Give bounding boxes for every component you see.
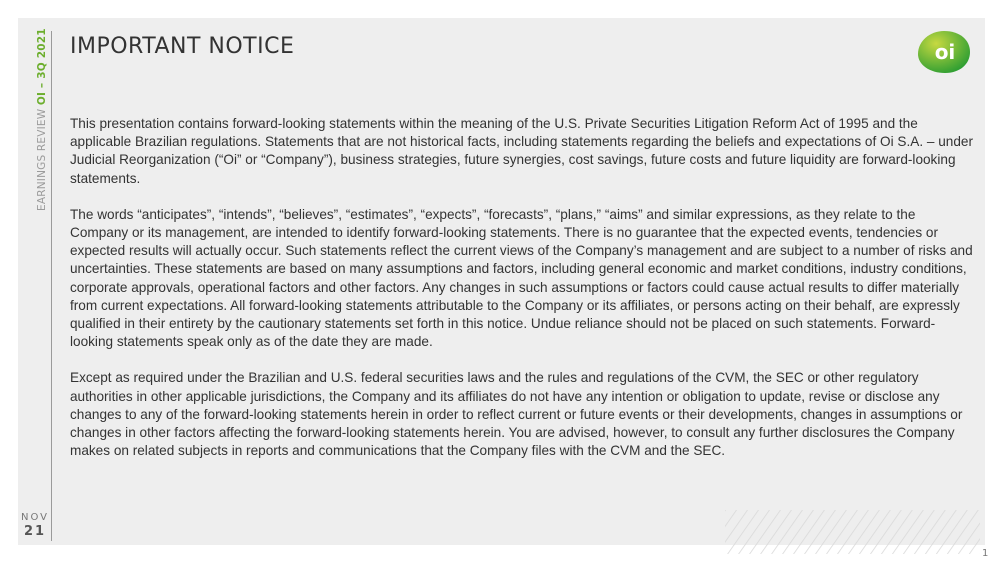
- date-block: [18, 511, 52, 539]
- notice-paragraph: This presentation contains forward-looking statements within the meaning of the U.S. Private Securities Litigation Reform Act of 1995 and the applicable Brazilian regulations. Statements that are not historical facts, including statements regarding the beliefs and expectations of Oi S.A. – under Judicial Reorganization (“Oi” or “Company”), business strategies, future synergies, cost savings, future costs and future liquidity are forward-looking statements.: [70, 116, 973, 186]
- oi-logo: [916, 28, 972, 76]
- notice-paragraph: Except as required under the Brazilian and U.S. federal securities laws and the rules and regulations of the CVM, the SEC or other regulatory authorities in other applicable jurisdictions, the Company and its affiliates do not have any intention or obligation to update, revise or disclose any changes to any of the forward-looking statements herein in order to reflect current or future events or their developments, changes in assumptions or changes in other factors affecting the forward-looking statements herein. You are advised, however, to consult any further disclosures the Company makes on related subjects in reports and communications that the Company files with the CVM and the SEC.: [70, 370, 963, 459]
- notice-body: [70, 115, 975, 478]
- date-day: 21: [23, 524, 47, 539]
- notice-paragraph: The words “anticipates”, “intends”, “believes”, “estimates”, “expects”, “forecasts”, “plans,” “aims” and similar expressions, as they relate to the Company or its management, are intended to identify forward-looking statements. There is no guarantee that the expected events, tendencies or expected results will actually occur. Such statements reflect the current views of the Company’s management and are subject to a number of risks and uncertainties. These statements are based on many assumptions and factors, including general economic and market conditions, industry conditions, corporate approvals, operational factors and other factors. Any changes in such assumptions or factors could cause actual results to differ materially from current expectations. All forward-looking statements attributable to the Company or its affiliates, or persons acting on their behalf, are expressly qualified in their entirety by the cautionary statements set forth in this notice. Undue reliance should not be placed on such statements. Forward-looking statements speak only as of the date they are made.: [70, 206, 973, 350]
- side-label-plain: EARNINGS REVIEW: [36, 105, 48, 211]
- hatch-decoration: [725, 510, 980, 554]
- side-report-label: [36, 28, 48, 211]
- date-month: NOV: [20, 512, 50, 523]
- page-number: 1: [982, 548, 989, 559]
- logo-text: oi: [934, 40, 956, 64]
- page-title: IMPORTANT NOTICE: [70, 34, 295, 59]
- side-divider: [51, 31, 52, 541]
- side-label-brand: OI – 3Q 2021: [36, 28, 48, 106]
